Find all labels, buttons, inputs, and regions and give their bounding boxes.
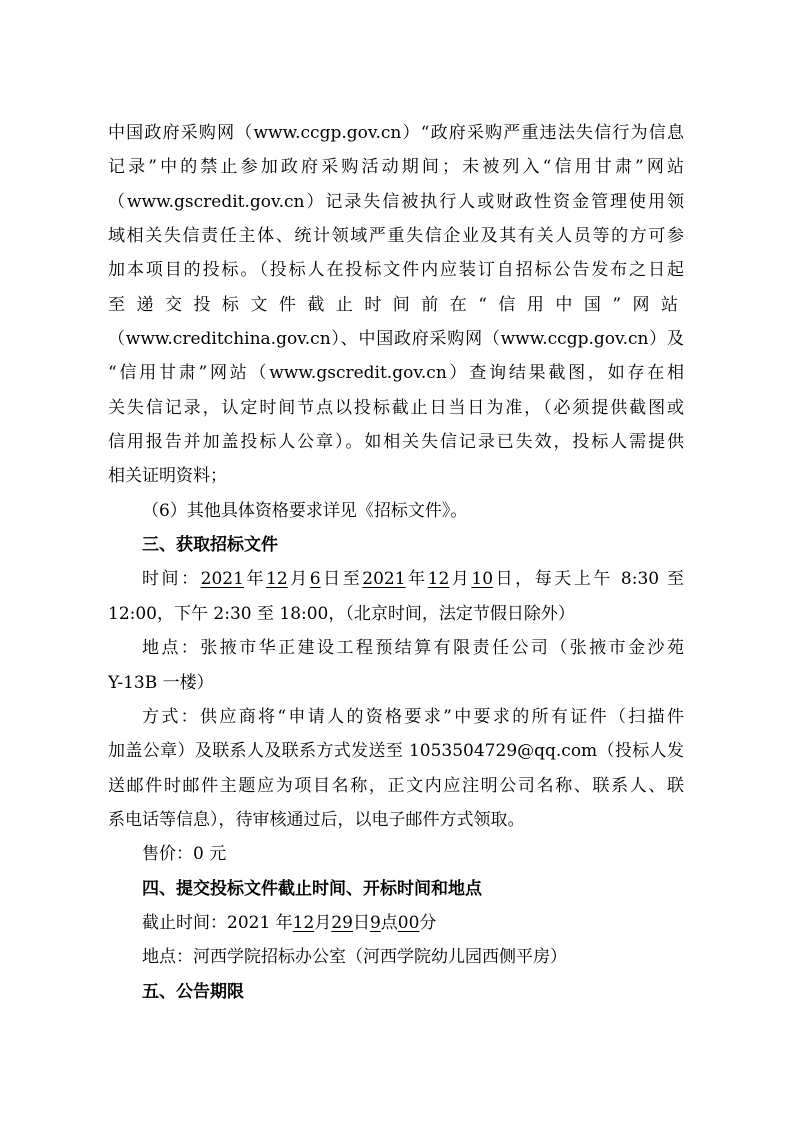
end-day: 10 [471,569,494,590]
month-unit: 月 [287,569,310,590]
paragraph-line: 信用报告并加盖投标人公章）。如相关失信记录已失效，投标人需提供 [108,432,684,453]
paragraph-line: 关失信记录，认定时间节点以投标截止日当日为准，（必须提供截图或 [108,397,684,418]
year-unit: 年 [243,569,267,590]
paragraph-line: 记录”中的禁止参加政府采购活动期间；未被列入“信用甘肃”网站 [108,157,684,178]
start-day: 6 [309,569,321,590]
paragraph-line: 至递交投标文件截止时间前在“信用中国”网站 [108,294,684,315]
obtain-method-line-3: 送邮件时邮件主题应为项目名称，正文内应注明公司名称、联系人、联 [108,775,684,796]
paragraph-line: 相关证明资料； [108,466,227,487]
obtain-method-line-2: 加盖公章）及联系人及联系方式发送至 1053504729@qq.com（投标人发 [108,741,684,762]
deadline-hour-unit: 点 [380,912,398,933]
obtain-method-line-4: 系电话等信息），待审核通过后，以电子邮件方式领取。 [108,809,525,830]
document-price: 售价：0 元 [142,844,227,865]
time-rest: 日，每天上午 8:30 至 [493,569,684,590]
deadline-minute: 00 [397,912,420,933]
end-year: 2021 [362,569,406,590]
month-unit: 月 [449,569,472,590]
deadline-minute-unit: 分 [419,912,437,933]
paragraph-line: （www.gscredit.gov.cn）记录失信被执行人或财政性资金管理使用领 [108,191,684,212]
deadline-label: 截止时间：2021 年 [142,912,293,933]
eligibility-item-6: （6）其他具体资格要求详见《招标文件》。 [142,500,468,521]
obtain-place-line-2: Y-13B 一楼） [108,672,214,693]
paragraph-line: “信用甘肃”网站（www.gscredit.gov.cn）查询结果截图，如存在相 [108,363,684,384]
deadline-line [108,906,684,940]
deadline-hour: 9 [369,912,381,933]
document-body [108,116,684,1009]
obtain-method-line: 方式：供应商将“申请人的资格要求”中要求的所有证件（扫描件 [142,706,684,727]
year-unit: 年 [405,569,428,590]
section-heading-notice-period: 五、公告期限 [142,981,244,1002]
start-month: 12 [266,569,288,590]
submission-place: 地点：河西学院招标办公室（河西学院幼儿园西侧平房） [142,947,567,968]
deadline-day: 29 [331,912,353,933]
deadline-day-unit: 日 [352,912,370,933]
deadline-month-unit: 月 [314,912,332,933]
day-unit-to: 日至 [320,569,363,590]
paragraph-line: 中国政府采购网（www.ccgp.gov.cn）“政府采购严重违法失信行为信息 [108,123,684,143]
start-year: 2021 [200,569,244,590]
obtain-place-line: 地点：张掖市华正建设工程预结算有限责任公司（张掖市金沙苑 [142,638,684,659]
end-month: 12 [427,569,450,590]
deadline-month: 12 [292,912,315,933]
paragraph-line: 域相关失信责任主体、统计领域严重失信企业及其有关人员等的方可参 [108,226,684,247]
section-heading-submission-deadline: 四、提交投标文件截止时间、开标时间和地点 [142,878,482,899]
obtain-time-line [108,562,684,596]
obtain-time-line-2: 12:00，下午 2:30 至 18:00，（北京时间，法定节假日除外） [108,603,575,624]
section-heading-obtain-documents: 三、获取招标文件 [142,535,278,556]
paragraph-line: （www.creditchina.gov.cn）、中国政府采购网（www.ccgp.gov.cn）及 [108,329,684,350]
paragraph-line: 加本项目的投标。（投标人在投标文件内应装订自招标公告发布之日起 [108,260,684,281]
time-label: 时间： [142,569,201,590]
